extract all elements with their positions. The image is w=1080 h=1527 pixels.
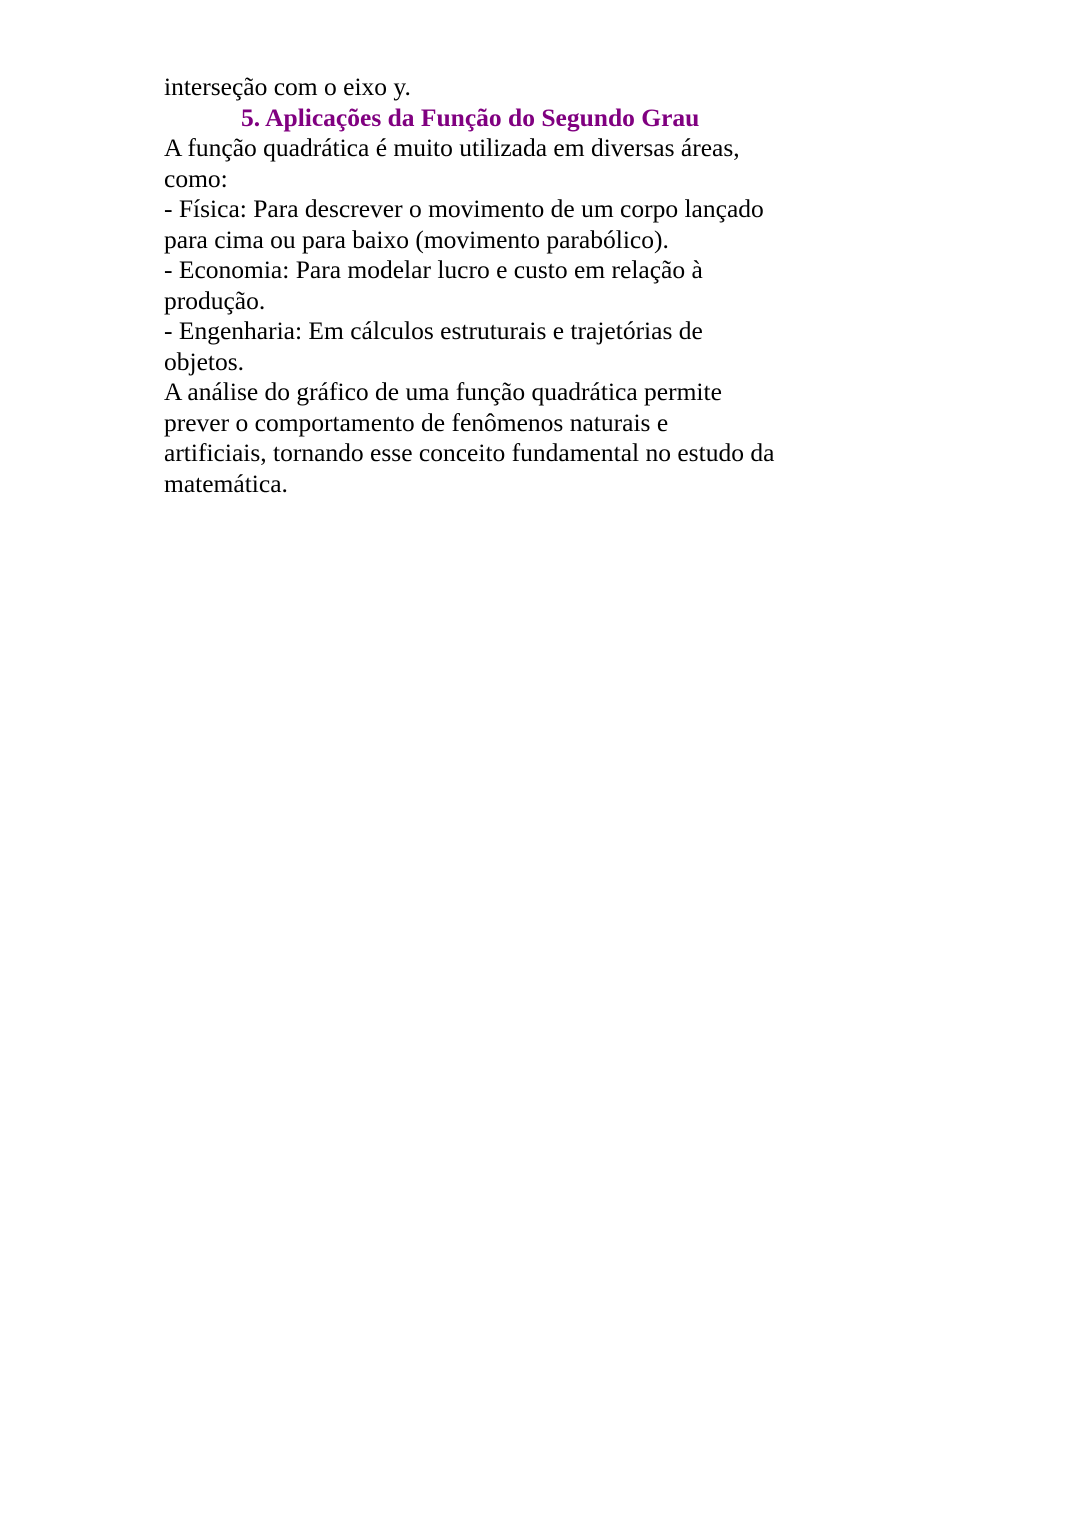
conclusion-text-line: matemática. xyxy=(164,468,288,498)
list-item-engineering: - Engenharia: Em cálculos estruturais e trajetórias de xyxy=(164,316,703,345)
conclusion-text-line: artificiais, tornando esse conceito fundamental no estudo da xyxy=(164,438,775,467)
conclusion-text-line: prever o comportamento de fenômenos naturais e xyxy=(164,407,669,437)
conclusion-text-line: A análise do gráfico de uma função quadrática permite xyxy=(164,377,722,406)
carryover-text-line: interseção com o eixo y. xyxy=(164,72,411,101)
list-item-physics-continued: para cima ou para baixo (movimento parabólico). xyxy=(164,224,669,254)
list-item-engineering-continued: objetos. xyxy=(164,346,245,376)
list-item-physics: - Física: Para descrever o movimento de um corpo lançado xyxy=(164,194,764,223)
body-text-line: A função quadrática é muito utilizada em diversas áreas, xyxy=(164,133,740,162)
list-item-economy: - Economia: Para modelar lucro e custo em relação à xyxy=(164,255,703,284)
page-content xyxy=(164,72,804,499)
body-text-line: como: xyxy=(164,163,228,193)
section-heading: 5. Aplicações da Função do Segundo Grau xyxy=(241,102,700,132)
list-item-economy-continued: produção. xyxy=(164,285,266,315)
